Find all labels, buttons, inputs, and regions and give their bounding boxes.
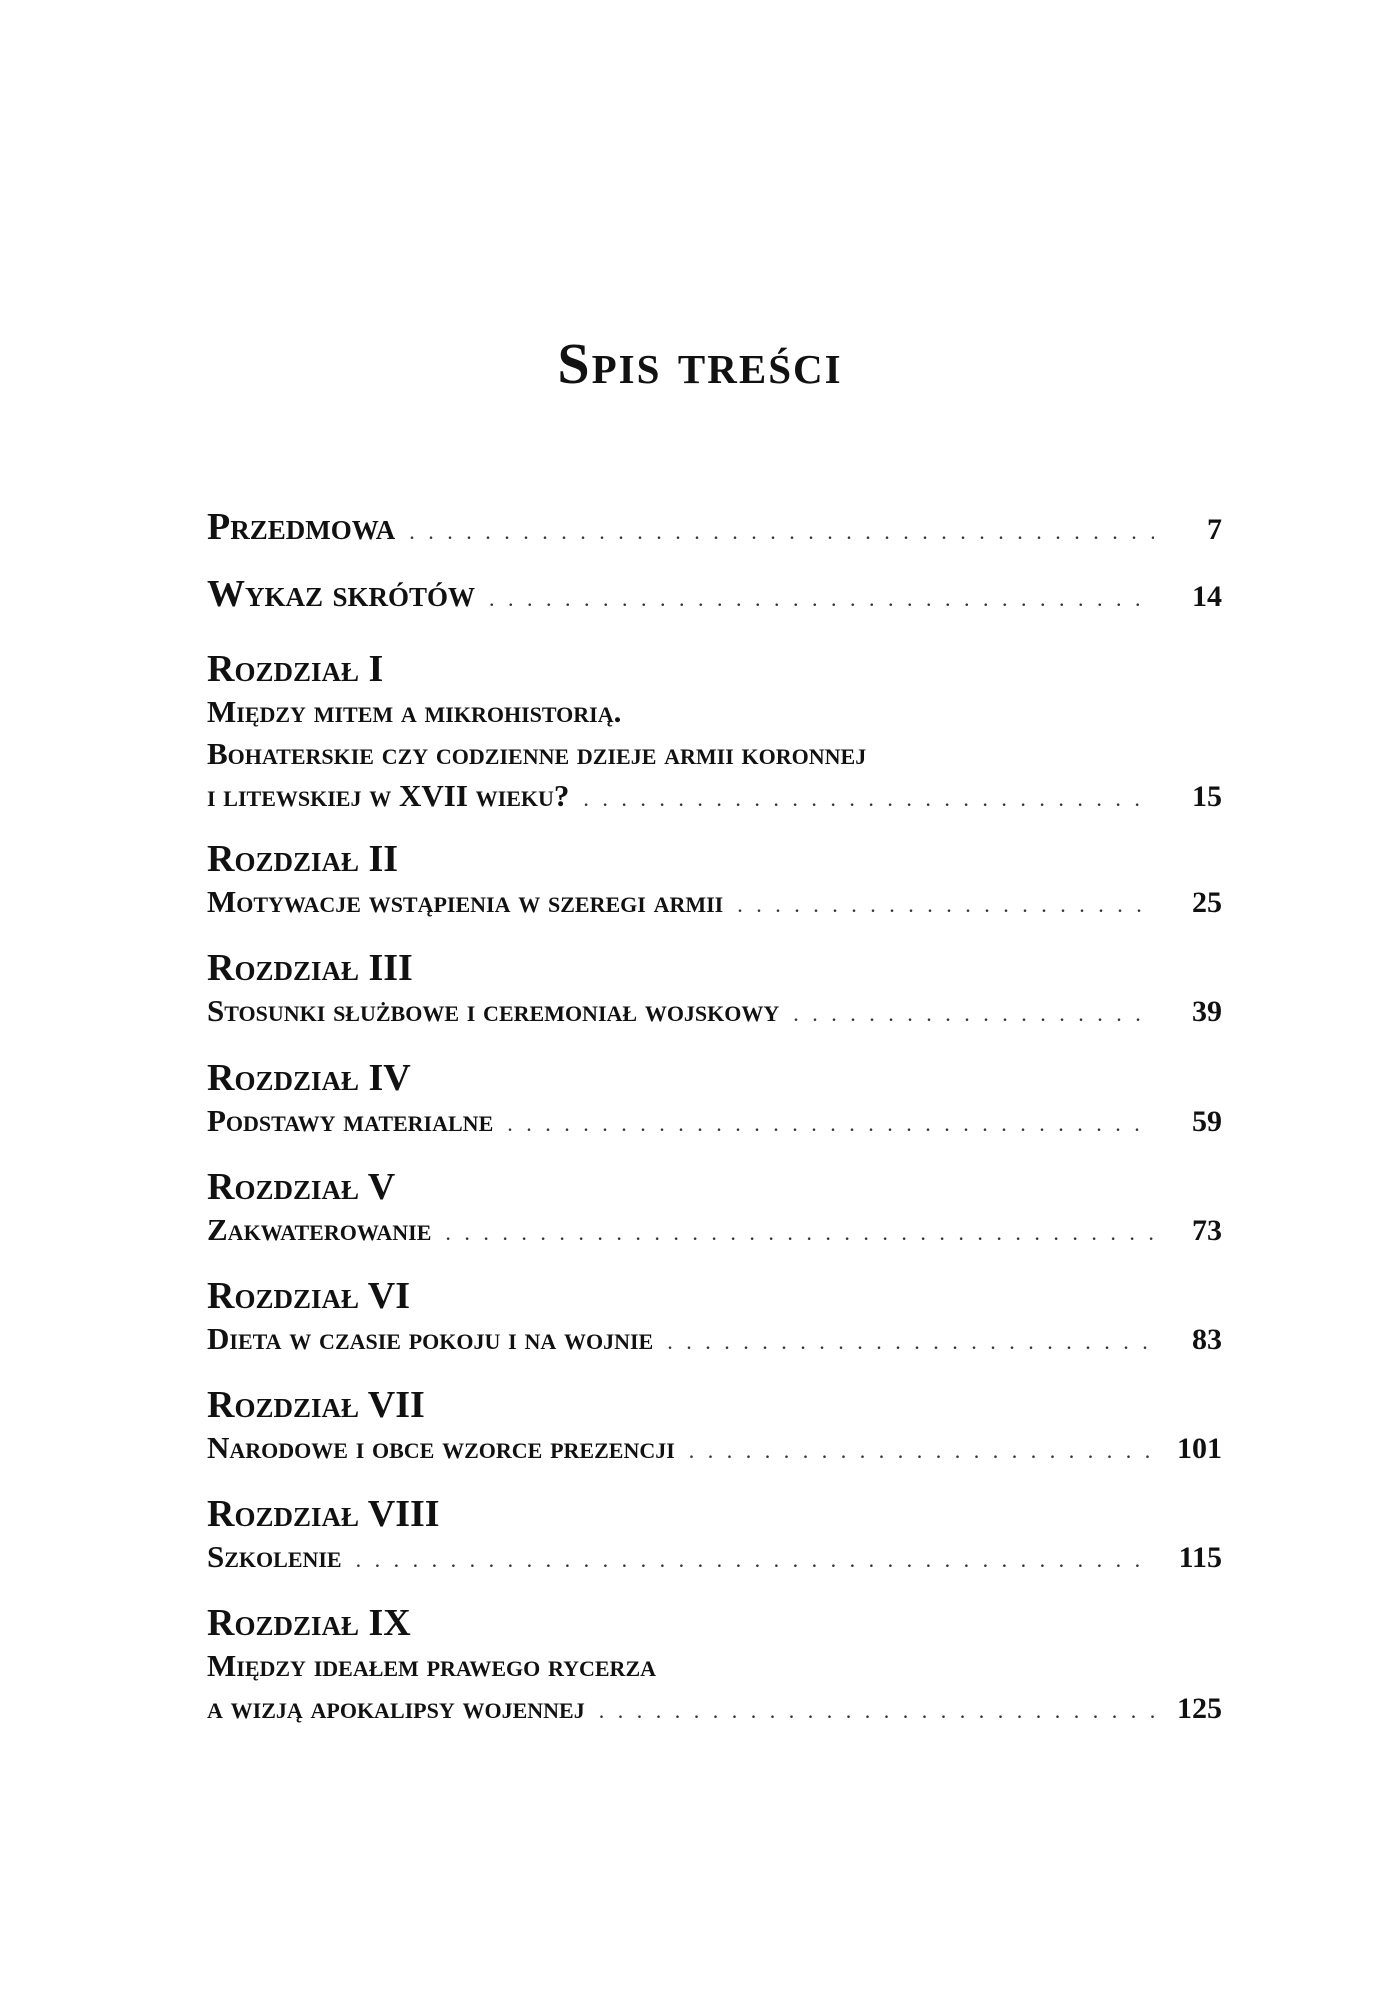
dot-leader — [583, 778, 1154, 820]
toc-entry — [207, 647, 1222, 820]
entry-title: Między ideałem prawego rycerza — [207, 1648, 657, 1683]
page-number: 83 — [1192, 1323, 1222, 1356]
page-title: Spis treści — [557, 331, 843, 396]
dot-leader — [737, 884, 1154, 926]
toc-line — [207, 1687, 1222, 1732]
entry-title: Wykaz skrótów — [207, 573, 476, 615]
dot-leader — [445, 1212, 1154, 1254]
page-number: 14 — [1192, 580, 1222, 613]
chapter-label: Rozdział IV — [207, 1057, 411, 1099]
toc-entry — [207, 1492, 1222, 1581]
page-number: 73 — [1192, 1214, 1222, 1247]
entry-title: Dieta w czasie pokoju i na wojnie — [207, 1321, 654, 1356]
entry-title: a wizją apokalipsy wojennej — [207, 1690, 585, 1725]
toc-line — [207, 733, 1222, 775]
toc-line — [207, 881, 1222, 926]
dot-leader — [793, 993, 1154, 1035]
dot-leader — [689, 1430, 1154, 1472]
entry-title: Zakwaterowanie — [207, 1212, 432, 1247]
page-number: 15 — [1192, 780, 1222, 813]
toc-line — [207, 505, 1222, 554]
dot-leader — [356, 1539, 1154, 1581]
chapter-label: Rozdział III — [207, 947, 413, 989]
toc-line — [207, 1209, 1222, 1254]
entry-title: Bohaterskie czy codzienne dzieje armii koronnej — [207, 736, 867, 771]
page-number: 39 — [1192, 995, 1222, 1028]
toc-line — [207, 990, 1222, 1035]
page-number: 101 — [1177, 1432, 1222, 1465]
toc-entry — [207, 1601, 1222, 1732]
toc-line — [207, 691, 1222, 733]
entry-title: i litewskiej w XVII wieku? — [207, 778, 570, 813]
toc-entry — [207, 1165, 1222, 1254]
page-number: 59 — [1192, 1105, 1222, 1138]
chapter-label: Rozdział IX — [207, 1602, 411, 1644]
entry-title: Przedmowa — [207, 506, 396, 548]
toc-entry — [207, 572, 1222, 621]
chapter-label: Rozdział VII — [207, 1384, 425, 1426]
chapter-label: Rozdział VI — [207, 1275, 411, 1317]
toc-line — [207, 1318, 1222, 1363]
toc-line — [207, 1645, 1222, 1687]
toc-entry — [207, 1056, 1222, 1145]
dot-leader — [599, 1690, 1154, 1732]
entry-title: Między mitem a mikrohistorią. — [207, 694, 622, 729]
toc-entry — [207, 946, 1222, 1035]
chapter-label: Rozdział II — [207, 838, 399, 880]
dot-leader — [667, 1321, 1154, 1363]
dot-leader — [489, 577, 1154, 621]
page-number: 25 — [1192, 886, 1222, 919]
toc-entry — [207, 1383, 1222, 1472]
entry-title: Szkolenie — [207, 1539, 342, 1574]
toc-entry — [207, 1274, 1222, 1363]
chapter-label: Rozdział I — [207, 648, 384, 690]
toc-entry — [207, 505, 1222, 554]
dot-leader — [507, 1103, 1154, 1145]
entry-title: Podstawy materialne — [207, 1103, 494, 1138]
entry-title: Narodowe i obce wzorce prezencji — [207, 1430, 675, 1465]
toc-entry — [207, 837, 1222, 926]
toc-line — [207, 572, 1222, 621]
toc-line — [207, 1427, 1222, 1472]
entry-title: Motywacje wstąpienia w szeregi armii — [207, 884, 724, 919]
page-number: 125 — [1177, 1692, 1222, 1725]
page-number: 115 — [1178, 1541, 1222, 1574]
page-number: 7 — [1207, 513, 1222, 546]
toc-line — [207, 775, 1222, 820]
chapter-label: Rozdział V — [207, 1166, 396, 1208]
chapter-label: Rozdział VIII — [207, 1493, 440, 1535]
toc-line — [207, 1100, 1222, 1145]
dot-leader — [409, 510, 1154, 554]
toc-line — [207, 1536, 1222, 1581]
entry-title: Stosunki służbowe i ceremoniał wojskowy — [207, 993, 780, 1028]
